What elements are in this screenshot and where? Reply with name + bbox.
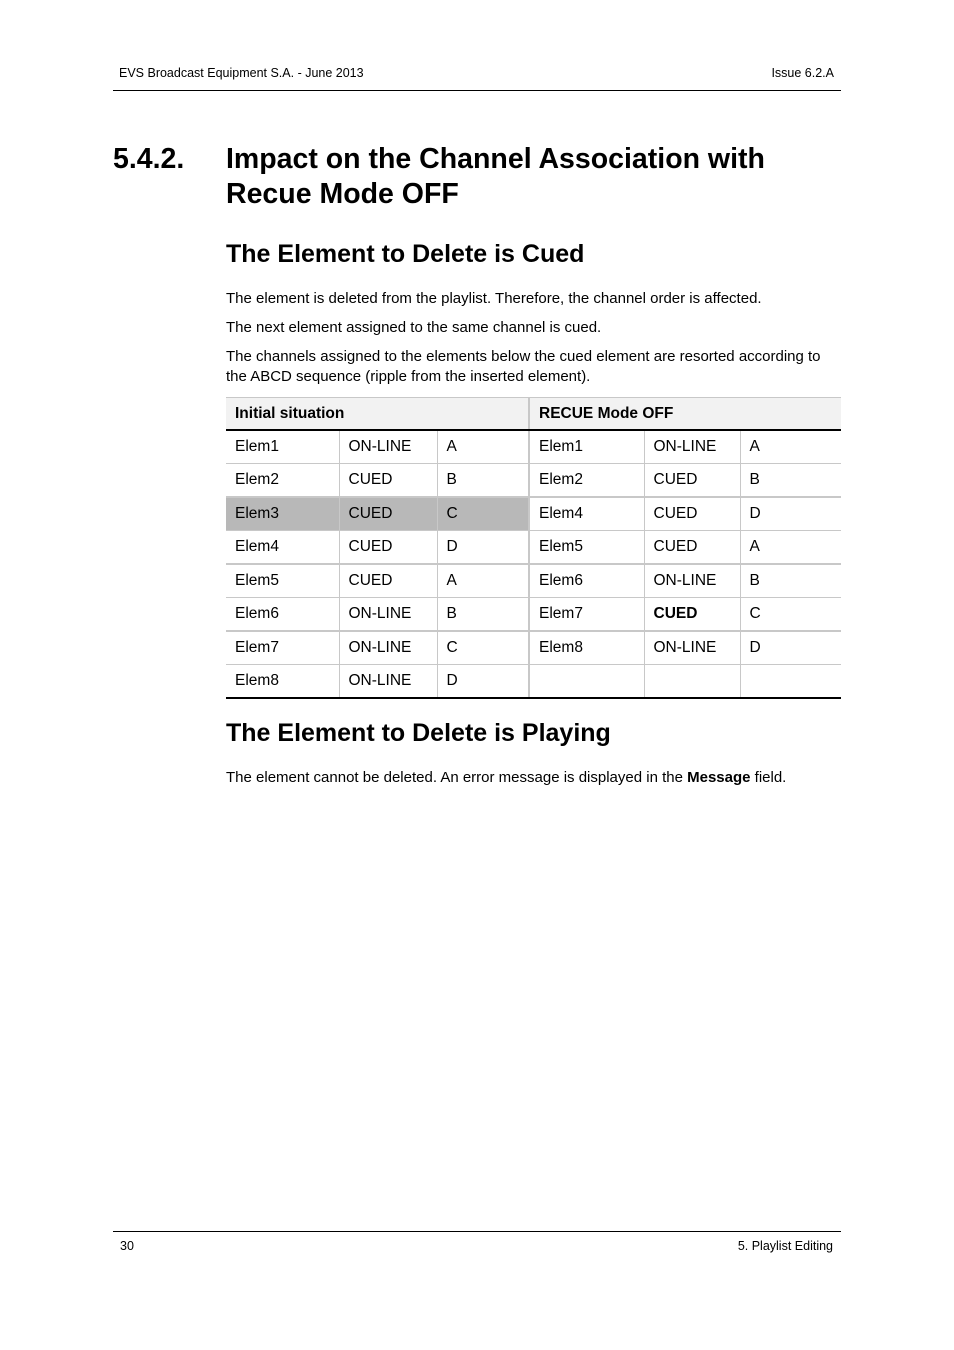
table-row bbox=[226, 464, 841, 498]
table-header-row bbox=[226, 398, 841, 431]
paragraph-next-cued: The next element assigned to the same channel is cued. bbox=[226, 319, 602, 336]
table-cell: Elem6 bbox=[226, 598, 339, 632]
table-cell: ON-LINE bbox=[339, 598, 437, 632]
table-cell: D bbox=[437, 531, 529, 565]
subheading-cued: The Element to Delete is Cued bbox=[226, 240, 585, 268]
table-cell-newly-cued: CUED bbox=[644, 598, 740, 632]
table-cell: B bbox=[740, 564, 841, 598]
paragraph-text: The element cannot be deleted. An error message is displayed in the bbox=[226, 769, 688, 786]
table-cell bbox=[529, 665, 644, 699]
table-row bbox=[226, 531, 841, 565]
table-cell: A bbox=[740, 430, 841, 464]
page-header bbox=[113, 64, 841, 91]
header-issue: Issue 6.2.A bbox=[771, 66, 834, 80]
table-cell: D bbox=[437, 665, 529, 699]
table-cell: D bbox=[740, 497, 841, 531]
recue-table bbox=[226, 397, 841, 699]
chapter-name: 5. Playlist Editing bbox=[737, 1239, 833, 1253]
table-cell-deleted: C bbox=[437, 497, 529, 531]
table-row bbox=[226, 598, 841, 632]
table-cell: ON-LINE bbox=[644, 564, 740, 598]
table-row bbox=[226, 430, 841, 464]
header-recue-mode-off: RECUE Mode OFF bbox=[529, 398, 841, 431]
table-cell bbox=[740, 665, 841, 699]
paragraph-resorted: The channels assigned to the elements below the cued element are resorted according to the ABCD sequence (ripple from the inserted element). bbox=[226, 348, 821, 385]
table-cell: Elem7 bbox=[226, 631, 339, 665]
table-cell: Elem8 bbox=[226, 665, 339, 699]
table-cell: CUED bbox=[644, 531, 740, 565]
table-cell: CUED bbox=[644, 497, 740, 531]
table-cell: CUED bbox=[644, 464, 740, 498]
table-cell bbox=[644, 665, 740, 699]
table-row bbox=[226, 665, 841, 699]
table-cell: D bbox=[740, 631, 841, 665]
table-cell: Elem5 bbox=[529, 531, 644, 565]
table-cell: Elem8 bbox=[529, 631, 644, 665]
table-cell: B bbox=[437, 598, 529, 632]
table-cell: CUED bbox=[339, 531, 437, 565]
table-cell: Elem5 bbox=[226, 564, 339, 598]
subheading-playing: The Element to Delete is Playing bbox=[226, 719, 611, 747]
table-cell: A bbox=[740, 531, 841, 565]
table-cell: CUED bbox=[339, 564, 437, 598]
table-cell: ON-LINE bbox=[339, 665, 437, 699]
paragraph-text-end: field. bbox=[750, 769, 787, 786]
table-cell: Elem4 bbox=[226, 531, 339, 565]
section-number: 5.4.2. bbox=[113, 143, 185, 175]
table-cell: A bbox=[437, 564, 529, 598]
table-cell: Elem7 bbox=[529, 598, 644, 632]
table-cell: Elem2 bbox=[529, 464, 644, 498]
message-field-label: Message bbox=[687, 769, 751, 786]
table-cell-deleted: Elem3 bbox=[226, 497, 339, 531]
table-cell: A bbox=[437, 430, 529, 464]
table-cell: Elem6 bbox=[529, 564, 644, 598]
table-row bbox=[226, 631, 841, 665]
table-cell: ON-LINE bbox=[644, 631, 740, 665]
table-cell: CUED bbox=[339, 464, 437, 498]
page-number: 30 bbox=[120, 1239, 134, 1253]
page-footer bbox=[113, 1231, 841, 1253]
table-cell: Elem4 bbox=[529, 497, 644, 531]
section-title: Impact on the Channel Association with Recue Mode OFF bbox=[226, 143, 765, 210]
header-publisher: EVS Broadcast Equipment S.A. - June 2013 bbox=[119, 66, 364, 80]
paragraph-deleted: The element is deleted from the playlist. Therefore, the channel order is affected. bbox=[226, 290, 762, 307]
table-cell-deleted: CUED bbox=[339, 497, 437, 531]
table-cell: ON-LINE bbox=[339, 631, 437, 665]
table-cell: ON-LINE bbox=[644, 430, 740, 464]
table-cell: C bbox=[740, 598, 841, 632]
table-cell: Elem2 bbox=[226, 464, 339, 498]
header-initial-situation: Initial situation bbox=[226, 398, 529, 431]
table-cell: Elem1 bbox=[226, 430, 339, 464]
table-cell: Elem1 bbox=[529, 430, 644, 464]
table-row bbox=[226, 497, 841, 531]
paragraph-cannot-delete bbox=[226, 768, 842, 788]
table-cell: B bbox=[437, 464, 529, 498]
table-cell: B bbox=[740, 464, 841, 498]
table-row bbox=[226, 564, 841, 598]
table-cell: C bbox=[437, 631, 529, 665]
table-cell: ON-LINE bbox=[339, 430, 437, 464]
